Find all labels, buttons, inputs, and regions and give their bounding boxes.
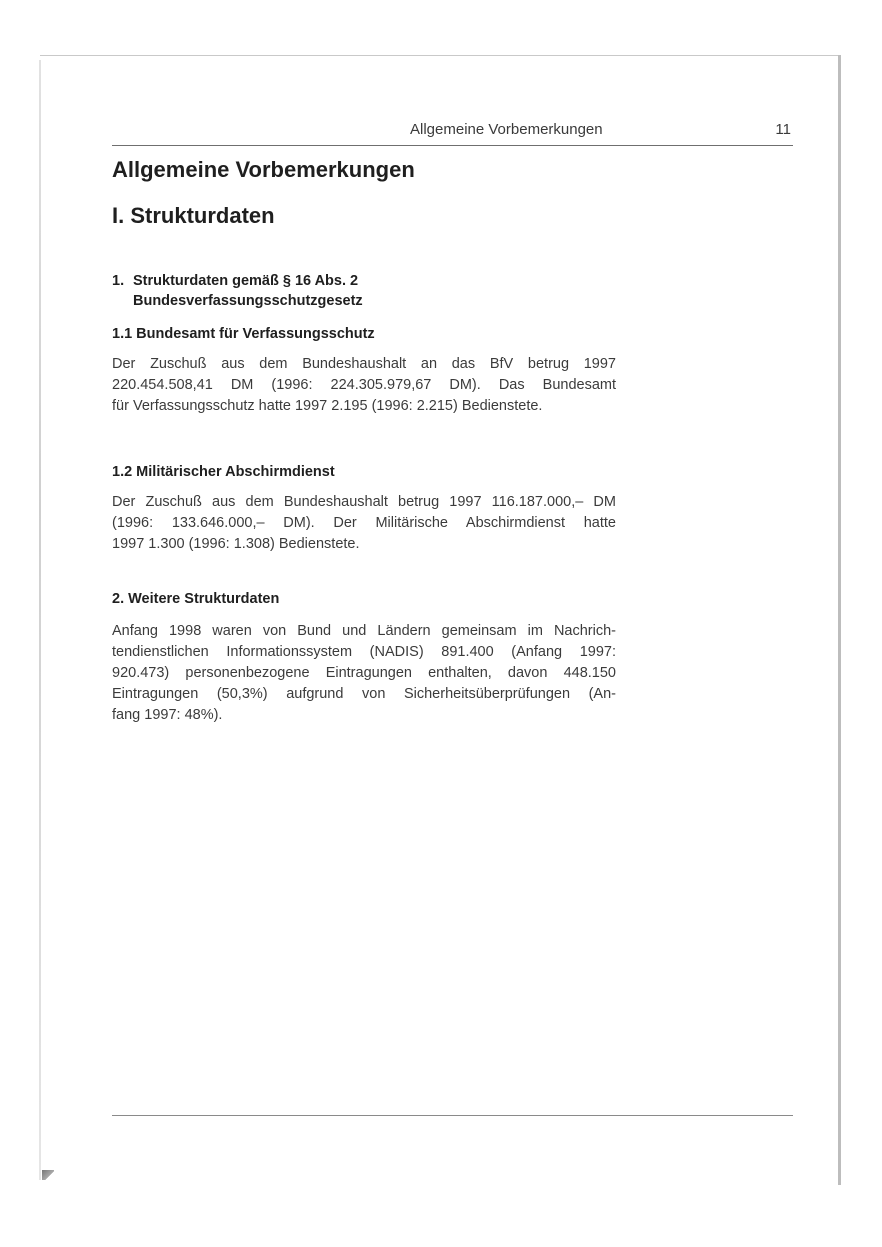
section-1-2-heading: 1.2 Militärischer Abschirmdienst [112, 464, 335, 480]
section-1-heading [112, 271, 363, 311]
section-1-1-paragraph [112, 354, 616, 417]
scan-top-edge [40, 55, 840, 56]
paragraph-line: Der Zuschuß aus dem Bundeshaushalt an das BfV betrug 1997 [112, 356, 616, 372]
footer-rule [112, 1115, 793, 1116]
paragraph-line: (1996: 133.646.000,– DM). Der Militärische Abschirmdienst hatte [112, 515, 616, 531]
paragraph-line: für Verfassungsschutz hatte 1997 2.195 (1996: 2.215) Bedienstete. [112, 398, 543, 414]
scan-corner-mark [42, 1170, 54, 1180]
page-number: 11 [775, 121, 791, 138]
section-1-heading-line1 [112, 271, 363, 291]
section-1-1-heading: 1.1 Bundesamt für Verfassungsschutz [112, 326, 375, 342]
document-title: Allgemeine Vorbemerkungen [112, 157, 415, 182]
section-1-2-paragraph [112, 492, 616, 555]
section-1-title-line2: Bundesverfassungsschutzgesetz [133, 293, 363, 309]
paragraph-line: fang 1997: 48%). [112, 707, 223, 723]
section-2-paragraph [112, 621, 616, 726]
running-head-title: Allgemeine Vorbemerkungen [410, 121, 603, 138]
paragraph-line: 920.473) personenbezogene Eintragungen enthalten, davon 448.150 [112, 665, 616, 681]
scan-right-edge [838, 55, 841, 1185]
paragraph-line: tendienstlichen Informationssystem (NADIS) 891.400 (Anfang 1997: [112, 644, 616, 660]
paragraph-line: 1997 1.300 (1996: 1.308) Bedienstete. [112, 536, 360, 552]
paragraph-line: Eintragungen (50,3%) aufgrund von Sicherheitsüberprüfungen (An- [112, 686, 616, 702]
part-title: I. Strukturdaten [112, 203, 275, 228]
scan-left-edge [39, 60, 41, 1180]
section-1-number: 1. [112, 273, 125, 289]
section-1-title-line1: Strukturdaten gemäß § 16 Abs. 2 [133, 273, 359, 289]
running-head [112, 121, 793, 146]
paragraph-line: Der Zuschuß aus dem Bundeshaushalt betrug 1997 116.187.000,– DM [112, 494, 616, 510]
paragraph-line: 220.454.508,41 DM (1996: 224.305.979,67 DM). Das Bundesamt [112, 377, 616, 393]
section-2-heading: 2. Weitere Strukturdaten [112, 591, 280, 607]
paragraph-line: Anfang 1998 waren von Bund und Ländern gemeinsam im Nachrich- [112, 623, 616, 639]
